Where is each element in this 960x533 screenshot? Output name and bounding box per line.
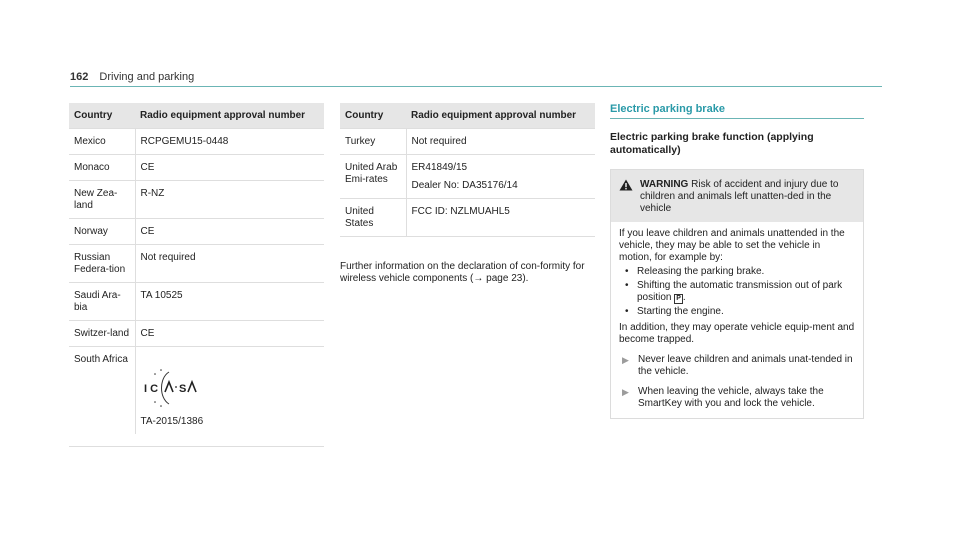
arrow-right-icon: ▶ — [622, 387, 629, 397]
svg-text:S: S — [178, 383, 186, 395]
country-cell: Switzer-land — [69, 321, 135, 347]
section-subtitle: Electric parking brake function (applying automatically) — [610, 131, 814, 156]
warning-intro: If you leave children and animals unattended in the vehicle, they may be able to set the vehicle in motion, for example by: — [619, 228, 845, 263]
approval-cell: FCC ID: NZLMUAHL5 — [406, 199, 595, 237]
warning-header — [611, 170, 863, 222]
approval-cell: Not required — [406, 129, 595, 155]
list-item: • Starting the engine. — [619, 306, 855, 318]
right-approval-table — [340, 103, 595, 237]
table-row — [69, 155, 324, 181]
column-header-approval: Radio equipment approval number — [135, 103, 324, 129]
approval-cell: Not required — [135, 245, 324, 283]
instruction-step — [619, 386, 855, 410]
page-title: Driving and parking — [99, 71, 195, 83]
warning-box — [610, 169, 864, 419]
left-approval-table — [69, 103, 324, 434]
section-title: Electric parking brake — [610, 103, 864, 119]
column-header-approval: Radio equipment approval number — [406, 103, 595, 129]
approval-number: ER41849/15 — [411, 162, 468, 173]
table-row — [69, 181, 324, 219]
table-row — [69, 347, 324, 435]
country-cell: Turkey — [340, 129, 406, 155]
declaration-note: Further information on the declaration of con-formity for wireless vehicle components (→ page 23). — [340, 261, 585, 284]
electric-parking-brake-section — [610, 103, 864, 419]
table-header-row — [340, 103, 595, 129]
table-bottom-rule — [69, 446, 324, 447]
arrow-right-icon: ▶ — [622, 355, 629, 365]
table-header-row — [69, 103, 324, 129]
warning-triangle-icon — [619, 179, 633, 191]
approval-number: TA-2015/1386 — [140, 416, 204, 427]
table-row — [69, 129, 324, 155]
country-cell: United States — [340, 199, 406, 237]
table-row — [340, 199, 595, 237]
country-cell: Russian Federa-tion — [69, 245, 135, 283]
warning-body — [611, 222, 863, 418]
svg-text:I C: I C — [143, 383, 158, 395]
column-header-country: Country — [340, 103, 406, 129]
country-cell: Saudi Ara-bia — [69, 283, 135, 321]
approval-cell: CE — [135, 219, 324, 245]
country-cell: Mexico — [69, 129, 135, 155]
page-header — [70, 71, 194, 83]
header-rule — [70, 86, 882, 87]
warning-text: Risk of accident and injury due to children and animals left unatten-ded in the vehicle — [640, 179, 839, 214]
approval-cell: R-NZ — [135, 181, 324, 219]
table-row — [69, 283, 324, 321]
country-cell: South Africa — [69, 347, 135, 435]
country-cell: Norway — [69, 219, 135, 245]
table-row — [340, 155, 595, 199]
table-row — [340, 129, 595, 155]
approval-cell: CE — [135, 321, 324, 347]
step-text: When leaving the vehicle, always take the SmartKey with you and lock the vehicle. — [638, 386, 824, 409]
approval-cell — [406, 155, 595, 199]
warning-after-text: In addition, they may operate vehicle equip-ment and become trapped. — [619, 322, 855, 345]
approval-cell: TA 10525 — [135, 283, 324, 321]
list-item: • Releasing the parking brake. — [619, 266, 855, 278]
instruction-step — [619, 354, 855, 378]
country-cell: New Zea-land — [69, 181, 135, 219]
park-position-symbol: P — [676, 295, 681, 302]
warning-bullet-list — [619, 266, 855, 318]
approval-cell: CE — [135, 155, 324, 181]
dealer-number: Dealer No: DA35176/14 — [411, 180, 518, 191]
list-item-text: Shifting the automatic transmission out of park position — [637, 280, 843, 303]
list-item: • Shifting the automatic transmission out of park position P . — [619, 280, 855, 304]
step-text: Never leave children and animals unat-tended in the vehicle. — [638, 354, 853, 377]
icasa-logo — [141, 366, 201, 410]
country-cell: Monaco — [69, 155, 135, 181]
country-cell: United Arab Emi-rates — [340, 155, 406, 199]
approval-cell: RCPGEMU15-0448 — [135, 129, 324, 155]
page-number: 162 — [70, 71, 89, 83]
approval-cell — [135, 347, 324, 435]
warning-label: WARNING — [640, 179, 689, 190]
table-row — [69, 245, 324, 283]
table-row — [69, 219, 324, 245]
column-header-country: Country — [69, 103, 135, 129]
table-row — [69, 321, 324, 347]
